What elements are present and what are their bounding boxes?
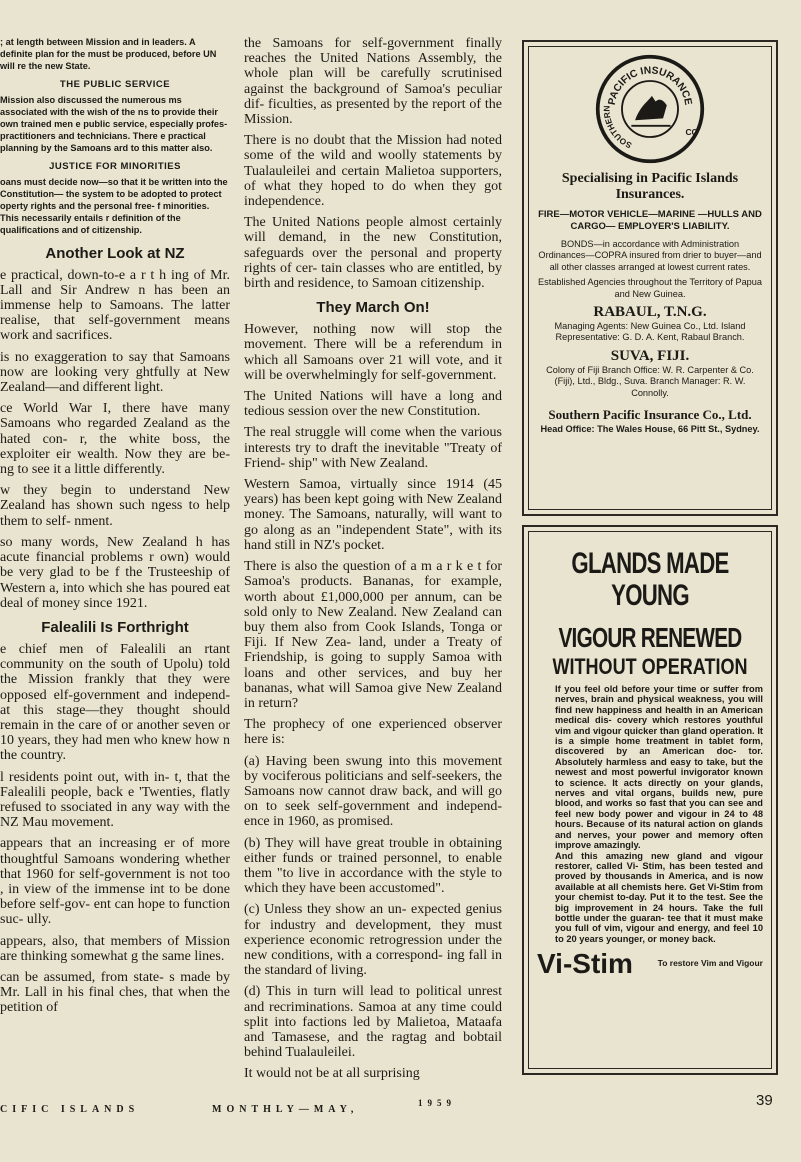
nz-paragraph: is no exaggeration to say that Samoans now are looking very ghtfully at New Zealand—and different light.: [0, 349, 230, 396]
brand-row: [537, 948, 763, 980]
falealili-paragraph: l residents point out, with in- t, that the Falealili people, back e 'Twenties, flatly refused to ssociated in any way with the NZ Mau movement.: [0, 769, 230, 831]
ad-agencies: Established Agencies throughout the Territory of Papua and New Guinea.: [537, 277, 763, 299]
falealili-heading: Falealili Is Forthright: [41, 618, 189, 636]
issue-month: MONTHLY—MAY,: [212, 1104, 359, 1115]
ad-body-first: If you feel old before your time or suffer from nerves, brain and physical weakness, you will find new happiness and health in an American medical dis- covery which restores youthful vim and vigour quicker than gland operation. It is a simple home treatment in tablet form, discovered by an American doc- tor. Absolutely harmless and easy to take, but the newest and most powerful invigorator known to science. It acts directly on your glands, nerves and vital organs, builds new, pure blood, and works so fast that you can see and feel new body power and vigour in 24 to 48 hours. Because of its natural action on glands and nerves, your power and memory often improve amazingly.: [555, 684, 763, 851]
article-paragraph: The United Nations will have a long and tedious session over the new Constitution.: [244, 389, 502, 420]
issue-year: 1959: [418, 1098, 456, 1108]
minorities-paragraph: oans must decide now—so that it be written into the Constitution— the system to be adopted to protect operty rights and the personal free- f minorities. This necessarily entails r definition of the qualifications and of citizenship.: [0, 176, 228, 236]
ad-suva-text: Colony of Fiji Branch Office: W. R. Carpenter & Co. (Fiji), Ltd., Bldg., Suva. Branch Manager: R. W. Connolly.: [546, 364, 754, 398]
ad-company-name: Southern Pacific Insurance Co., Ltd.: [548, 407, 752, 423]
article-paragraph: The United Nations people almost certainly will demand, in the new Constitution, safeguards over the personal and property rights of cer- tain classes who are entitled, by birth and residence, to Samoan citizenship.: [244, 215, 502, 292]
article-paragraph: There is also the question of a m a r k e t for Samoa's products. Bananas, for example, worth about £1,000,000 per annum, can be sold only to New Zealand. New Zealand can buy them also from Cook Islands, Tonga or Fiji. If New Zea- land, under a Treaty of Friendship, is going to supply Samoa with loans and other services, and buy her bananas, what will Samoa give New Zealand in return?: [244, 559, 502, 711]
falealili-paragraph: e chief men of Falealili an rtant community on the south of Upolu) told the Mission frankly that they were opposed elf-government and independ- at this stage—they thought should remain in the care of or another seven or 10 years, they had men who knew how n the country.: [0, 641, 230, 764]
seal-bottom-text: CO: [685, 127, 699, 138]
publication-name: CIFIC ISLANDS: [0, 1104, 140, 1115]
article-paragraph: Western Samoa, virtually since 1914 (45 years) has been kept going with New Zealand money. The Samoans, naturally, will want to go along as an "independent State", with its hand still in NZ's pocket.: [244, 477, 502, 553]
insurance-seal-logo: [594, 53, 706, 165]
article-paragraph: The real struggle will come when the various interests try to draft the inevitable "Treaty of Friend- ship" with New Zealand.: [244, 425, 502, 471]
public-service-paragraph: Mission also discussed the numerous ms associated with the wish of the ns to provide their own trained men e public service, especially profes- practitioners and technicians. There e practical planning by the Samoans ard to this matter also.: [0, 94, 228, 154]
article-paragraph: There is no doubt that the Mission had noted some of the wild and woolly statements by Tualauleilei and certain Malietoa supporters, of what they hoped to do when they got independence.: [244, 133, 502, 210]
article-paragraph: However, nothing now will stop the movement. There will be a referendum in which all Samoans over 21 will vote, and it will be overwhelmingly for self-government.: [244, 322, 502, 383]
nz-heading: Another Look at NZ: [45, 244, 185, 262]
nz-paragraph: so many words, New Zealand h has acute financial problems r own) would be very glad to be f the Trusteeship of Western a, into which she has poured eat deal of money since 1921.: [0, 534, 230, 611]
vistim-tagline: To restore Vim and Vigour: [657, 958, 763, 969]
falealili-paragraph: appears that an increasing er of more thoughtful Samoans wondering whether that 1960 for self-government is not too , in view of the immense int to be done before self-gov- ent can hope to function suc- ully.: [0, 836, 230, 928]
seal-left-text: SOUTHERN: [601, 105, 634, 151]
ad-rabaul-text: Managing Agents: New Guinea Co., Ltd. Island Representative: G. D. A. Kent, Rabaul Branch.: [554, 321, 746, 343]
ad-suva-place: SUVA, FIJI.: [610, 347, 690, 364]
ad-rabaul-place: RABAUL, T.N.G.: [593, 304, 707, 321]
article-paragraph: the Samoans for self-government finally reaches the United Nations Assembly, the whole plan will be carefully scrutinised against the background of Samoa's peculiar dif- ficulties, as presented by the report of the Mission.: [244, 36, 502, 128]
ad-headline-glands: GLANDS MADE YOUNG: [571, 547, 729, 612]
article-paragraph: The prophecy of one experienced observer here is:: [244, 717, 502, 748]
falealili-paragraph: appears, also, that members of Mission are thinking somewhat g the same lines.: [0, 933, 230, 964]
article-paragraph: (d) This in turn will lead to political unrest and recriminations. Samoa at any time could split into factions led by Malietoa, Mataafa and Tamasese, and the ragtag and bobtail behind Tualauleilei.: [244, 984, 502, 1061]
vistim-advertisement: [522, 525, 778, 1075]
nz-paragraph: ce World War I, there have many Samoans who regarded Zealand as the hated con- r, the white boss, the exploiter eir wealth. Now they are be- ng to see it a little differently.: [0, 401, 230, 478]
lead-paragraph: ; at length between Mission and in leaders. A definite plan for the must be produced, before UN will re the new State.: [0, 37, 217, 72]
nz-paragraph: e practical, down-to-e a r t h ing of Mr. Lall and Sir Andrew n has been an immense help to Samoans. The latter realise, that self-government means work and sacrifices.: [0, 267, 230, 344]
nz-paragraph: w they begin to understand New Zealand has shown such ngess to help them to self- nment.: [0, 483, 230, 529]
ad-head-office: Head Office: The Wales House, 66 Pitt St., Sydney.: [540, 424, 760, 435]
vistim-brand: Vi-Stim: [537, 948, 633, 980]
ad-headline-operation: WITHOUT OPERATION: [552, 654, 748, 679]
ad-insurance-classes: FIRE—MOTOR VEHICLE—MARINE —HULLS AND CARGO— EMPLOYER'S LIABILITY.: [538, 209, 762, 232]
article-paragraph: It would not be at all surprising: [244, 1066, 420, 1082]
ad-body-second: And this amazing new gland and vigour restorer, called Vi- Stim, has been tested and proved by thousands in America, and is now available at all chemists here. Get Vi-Stim from your chemist to-day. Put it to the test. See the big improvement in 24 hours. Take the full bottle under the guaran- tee that it must make you full of vim, vigour and energy, and feel 10 to 20 years younger, or money back.: [555, 850, 763, 944]
public-service-heading: THE PUBLIC SERVICE: [59, 78, 171, 90]
article-column-left: [0, 36, 230, 1022]
ad-headline-vigour: VIGOUR RENEWED: [558, 622, 742, 653]
article-paragraph: (a) Having been swung into this movement by vociferous politicians and self-seekers, the Samoans now cannot draw back, and will go on to seek self-government and independ- ence in 1960, as promised.: [244, 753, 502, 830]
page-number: 39: [756, 1092, 773, 1109]
ad-bonds: BONDS—in accordance with Administration Ordinances—COPRA insured from drier to buyer—and all other classes arranged at lowest current rates.: [538, 239, 762, 272]
insurance-advertisement: [522, 40, 778, 516]
ad-title: Specialising in Pacific Islands Insurances.: [561, 171, 739, 202]
march-heading: They March On!: [316, 299, 430, 317]
minorities-heading: JUSTICE FOR MINORITIES: [49, 160, 181, 172]
seal-top-text: PACIFIC INSURANCE: [606, 65, 694, 107]
article-column-middle: [244, 36, 502, 1088]
article-paragraph: (c) Unless they show an un- expected genius for industry and development, they must experience economic retrogression under the new conditions, with a correspond- ing fall in the standard of living.: [244, 902, 502, 979]
falealili-paragraph: can be assumed, from state- s made by Mr. Lall in his final ches, that when the petition of: [0, 969, 230, 1016]
article-paragraph: (b) They will have great trouble in obtaining either funds or trained personnel, to enable them "to live in accordance with the style to which they have been accustomed".: [244, 835, 502, 897]
